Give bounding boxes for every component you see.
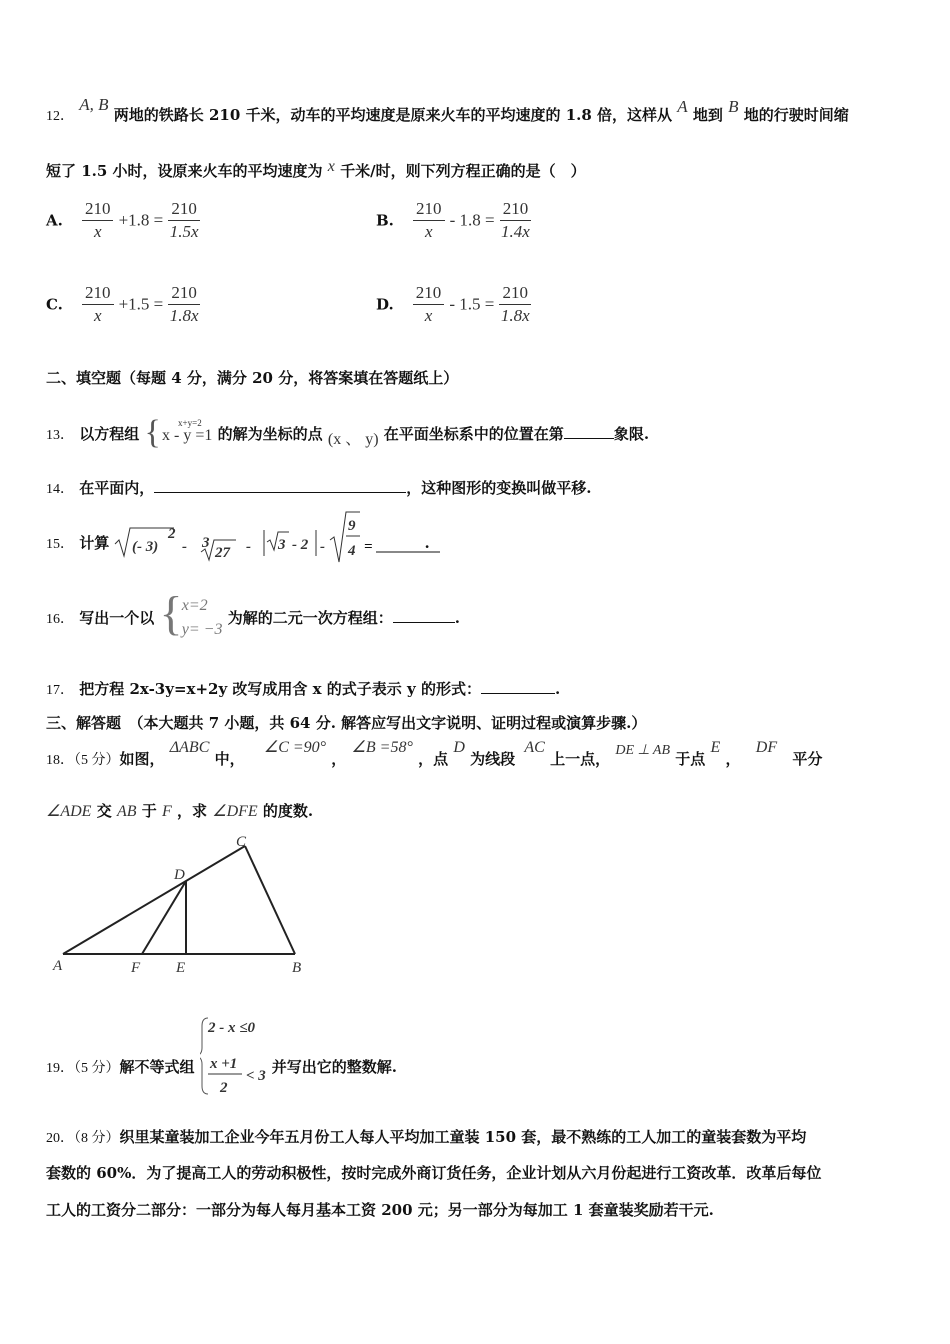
- q18-text4: 为线段: [470, 750, 516, 768]
- section2-heading: 二、填空题（每题 4 分，满分 20 分，将答案填在答题纸上）: [46, 369, 459, 387]
- q15-end: .: [424, 534, 430, 552]
- q18-text5: 上一点，: [550, 750, 611, 768]
- q15-minus3: -: [320, 539, 326, 555]
- q14-answer-blank[interactable]: [154, 478, 406, 493]
- option-b-den1: x: [424, 222, 433, 241]
- label-f: F: [131, 960, 141, 976]
- q17-end: .: [554, 680, 561, 698]
- q18-comma1: ，: [331, 750, 347, 768]
- q19: [46, 1014, 397, 1098]
- option-c-num2: 210: [168, 282, 200, 305]
- q15-number: 15．: [46, 537, 74, 552]
- q19-frac-num: x +1: [209, 1056, 238, 1072]
- q15-frac-num: 9: [348, 518, 356, 534]
- q13-eq1: x+y=2: [178, 418, 202, 428]
- option-b-label: B.: [376, 211, 394, 230]
- q18-text3: ，点: [418, 750, 449, 768]
- q12-x: x: [327, 158, 335, 175]
- q18-e: E: [710, 739, 721, 756]
- q16-text1: 写出一个以: [79, 609, 155, 627]
- q13-text2: 的解为坐标的点: [217, 425, 323, 443]
- q13-text3: 在平面坐标系中的位置在第: [383, 425, 564, 443]
- label-a: A: [53, 958, 63, 974]
- option-a-num2: 210: [168, 198, 200, 221]
- q18-triangle: ΔABC: [169, 739, 210, 756]
- q18-number: 18．（5 分）: [46, 753, 120, 768]
- option-b[interactable]: [376, 198, 531, 243]
- q16-end: .: [454, 609, 460, 627]
- q18-comma2: ，: [725, 750, 741, 768]
- q15-cbrt-index: 3: [202, 535, 210, 551]
- option-d-num2: 210: [499, 282, 531, 305]
- q18-text9: 于: [141, 802, 157, 820]
- q18-angle-dfe: ∠DFE: [212, 803, 258, 820]
- q19-eq1: 2 - x ≤0: [207, 1020, 255, 1036]
- q18-ac: AC: [524, 739, 545, 756]
- q16-eq2: y= −3: [181, 621, 223, 638]
- q12-text3: 地的行驶时间缩: [743, 106, 849, 124]
- q18-text1: 如图，: [119, 750, 165, 768]
- q12-text4: 短了 1.5 小时，设原来火车的平均速度为: [46, 162, 323, 180]
- q12-text5: 千米/时，则下列方程正确的是（ ）: [340, 162, 586, 180]
- label-c: C: [236, 834, 247, 850]
- option-a-label: A.: [46, 211, 63, 230]
- option-a-num1: 210: [82, 198, 114, 221]
- label-e: E: [176, 960, 186, 976]
- q18-text7: 平分: [792, 750, 823, 768]
- q16-eq1: x=2: [181, 597, 208, 614]
- q13-answer-blank[interactable]: [564, 424, 614, 439]
- q13-number: 13．: [46, 428, 74, 443]
- option-d-den2: 1.8x: [500, 306, 530, 325]
- q15-text1: 计算: [79, 534, 110, 552]
- q17-text1: 把方程 2x-3y=x+2y 改写成用含 x 的式子表示 y 的形式：: [79, 680, 481, 698]
- q17: [46, 678, 560, 699]
- q18-f: F: [161, 803, 172, 820]
- q14: [46, 477, 591, 498]
- q12-b: B: [728, 97, 739, 116]
- q12-a: A: [677, 97, 688, 116]
- q18-df: DF: [755, 739, 778, 756]
- option-c-op: +1.5 =: [118, 294, 164, 314]
- segment-cb: [245, 846, 295, 954]
- q13-text4: 象限.: [613, 425, 650, 443]
- q19-brace: [200, 1018, 208, 1094]
- q15-sqrt-frac-sign: [330, 512, 360, 562]
- option-d-op: - 1.5 =: [449, 294, 495, 314]
- q18-text10: ，求: [176, 802, 207, 820]
- q15-minus1: -: [182, 539, 188, 555]
- q12-line1: [46, 95, 849, 125]
- q18-text2: 中，: [214, 750, 245, 768]
- q15-frac-den: 4: [348, 543, 356, 559]
- q13-eq2: x - y =1: [162, 427, 213, 444]
- q15-expression: [114, 510, 444, 566]
- q15-abs-rest: - 2: [292, 537, 309, 553]
- q17-answer-blank[interactable]: [481, 679, 555, 694]
- q20-text1: 织里某童装加工企业今年五月份工人每人平均加工童装 150 套，最不熟练的工人加工的童装套数为平均: [119, 1128, 807, 1146]
- option-b-den2: 1.4x: [501, 222, 530, 241]
- option-a-op: +1.8 =: [118, 210, 164, 230]
- q16: 16． 写出一个以 { x=2 y= −3 为解的二元一次方程组： .: [46, 587, 460, 640]
- segment-df: [142, 881, 186, 954]
- option-a[interactable]: [46, 198, 200, 243]
- section3-heading: 三、解答题 （本大题共 7 小题，共 64 分. 解答应写出文字说明、证明过程或演算步骤.）: [46, 714, 647, 732]
- q19-system: [200, 1014, 276, 1098]
- q18-angle-c: ∠C =90°: [263, 739, 327, 756]
- q20-line1: [46, 1126, 806, 1147]
- q12-line2: [46, 160, 586, 181]
- q15-r1-exp: 2: [168, 526, 176, 542]
- option-c-den1: x: [93, 306, 102, 325]
- q18-text8: 交: [96, 802, 112, 820]
- option-a-den1: x: [93, 222, 102, 241]
- option-a-den2: 1.5x: [169, 222, 199, 241]
- q17-number: 17．: [46, 683, 74, 698]
- q13-text1: 以方程组: [79, 425, 140, 443]
- q15-r1: (- 3): [132, 539, 159, 555]
- q15-equals: =: [364, 539, 374, 555]
- q18-text6: 于点: [675, 750, 706, 768]
- q18-text11: 的度数.: [262, 802, 314, 820]
- q19-text2: 并写出它的整数解.: [271, 1058, 397, 1076]
- option-c[interactable]: [46, 282, 200, 327]
- q14-text2: ，这种图形的变换叫做平移.: [406, 479, 592, 497]
- q18-ab: AB: [116, 803, 137, 820]
- option-c-num1: 210: [82, 282, 114, 305]
- q19-frac-den: 2: [219, 1080, 228, 1096]
- q20-line2: 套数的 60%．为了提高工人的劳动积极性，按时完成外商订货任务，企业计划从六月份起进行工资改革．改革后每位: [46, 1164, 822, 1182]
- q18-angle-ade: ∠ADE: [46, 803, 92, 820]
- q12-text1: 两地的铁路长 210 千米，动车的平均速度是原来火车的平均速度的 1.8 倍，这样从: [113, 106, 673, 124]
- q15-cbrt-value: 27: [215, 545, 231, 561]
- q20-line3: 工人的工资分二部分：一部分为每人每月基本工资 200 元；另一部分为每加工 1 套童装奖励若干元.: [46, 1201, 714, 1219]
- q16-text2: 为解的二元一次方程组：: [227, 609, 393, 627]
- label-d: D: [174, 867, 185, 883]
- q19-lt: < 3: [245, 1068, 266, 1084]
- option-c-den2: 1.8x: [169, 306, 199, 325]
- q18-line2: [46, 800, 313, 821]
- q13: 13． 以方程组 { x+y=2 x - y =1 的解为坐标的点 (x 、 y) 在平面坐标系中的位置在第 象限.: [46, 414, 650, 451]
- q15: [46, 510, 430, 566]
- option-d-label: D.: [376, 295, 394, 314]
- segment-ac: [63, 846, 245, 954]
- q14-text1: 在平面内，: [79, 479, 155, 497]
- q13-point: (x 、 y): [327, 431, 379, 448]
- q12-ab: A, B: [79, 95, 109, 114]
- q15-abs-root: 3: [278, 537, 286, 553]
- q15-minus2: -: [246, 539, 252, 555]
- option-d-den1: x: [424, 306, 433, 325]
- option-b-op: - 1.8 =: [449, 210, 495, 230]
- option-d-num1: 210: [413, 282, 445, 305]
- q18-line1: [46, 739, 823, 769]
- q20-number: 20．（8 分）: [46, 1131, 120, 1146]
- q18-d: D: [453, 739, 465, 756]
- label-b: B: [292, 960, 302, 976]
- option-b-num1: 210: [413, 198, 445, 221]
- option-b-num2: 210: [500, 198, 532, 221]
- q18-figure: [48, 828, 318, 980]
- option-d[interactable]: [376, 282, 531, 327]
- q14-number: 14．: [46, 482, 74, 497]
- q16-number: 16．: [46, 612, 74, 627]
- q12-text2: 地到: [692, 106, 723, 124]
- q18-angle-b: ∠B =58°: [351, 739, 413, 756]
- q19-number: 19．（5 分）: [46, 1061, 120, 1076]
- q16-answer-blank[interactable]: [393, 608, 455, 623]
- q18-perp: DE ⊥ AB: [615, 743, 671, 758]
- option-c-label: C.: [46, 295, 63, 314]
- q19-text1: 解不等式组: [119, 1058, 195, 1076]
- q12-number: 12．: [46, 109, 74, 124]
